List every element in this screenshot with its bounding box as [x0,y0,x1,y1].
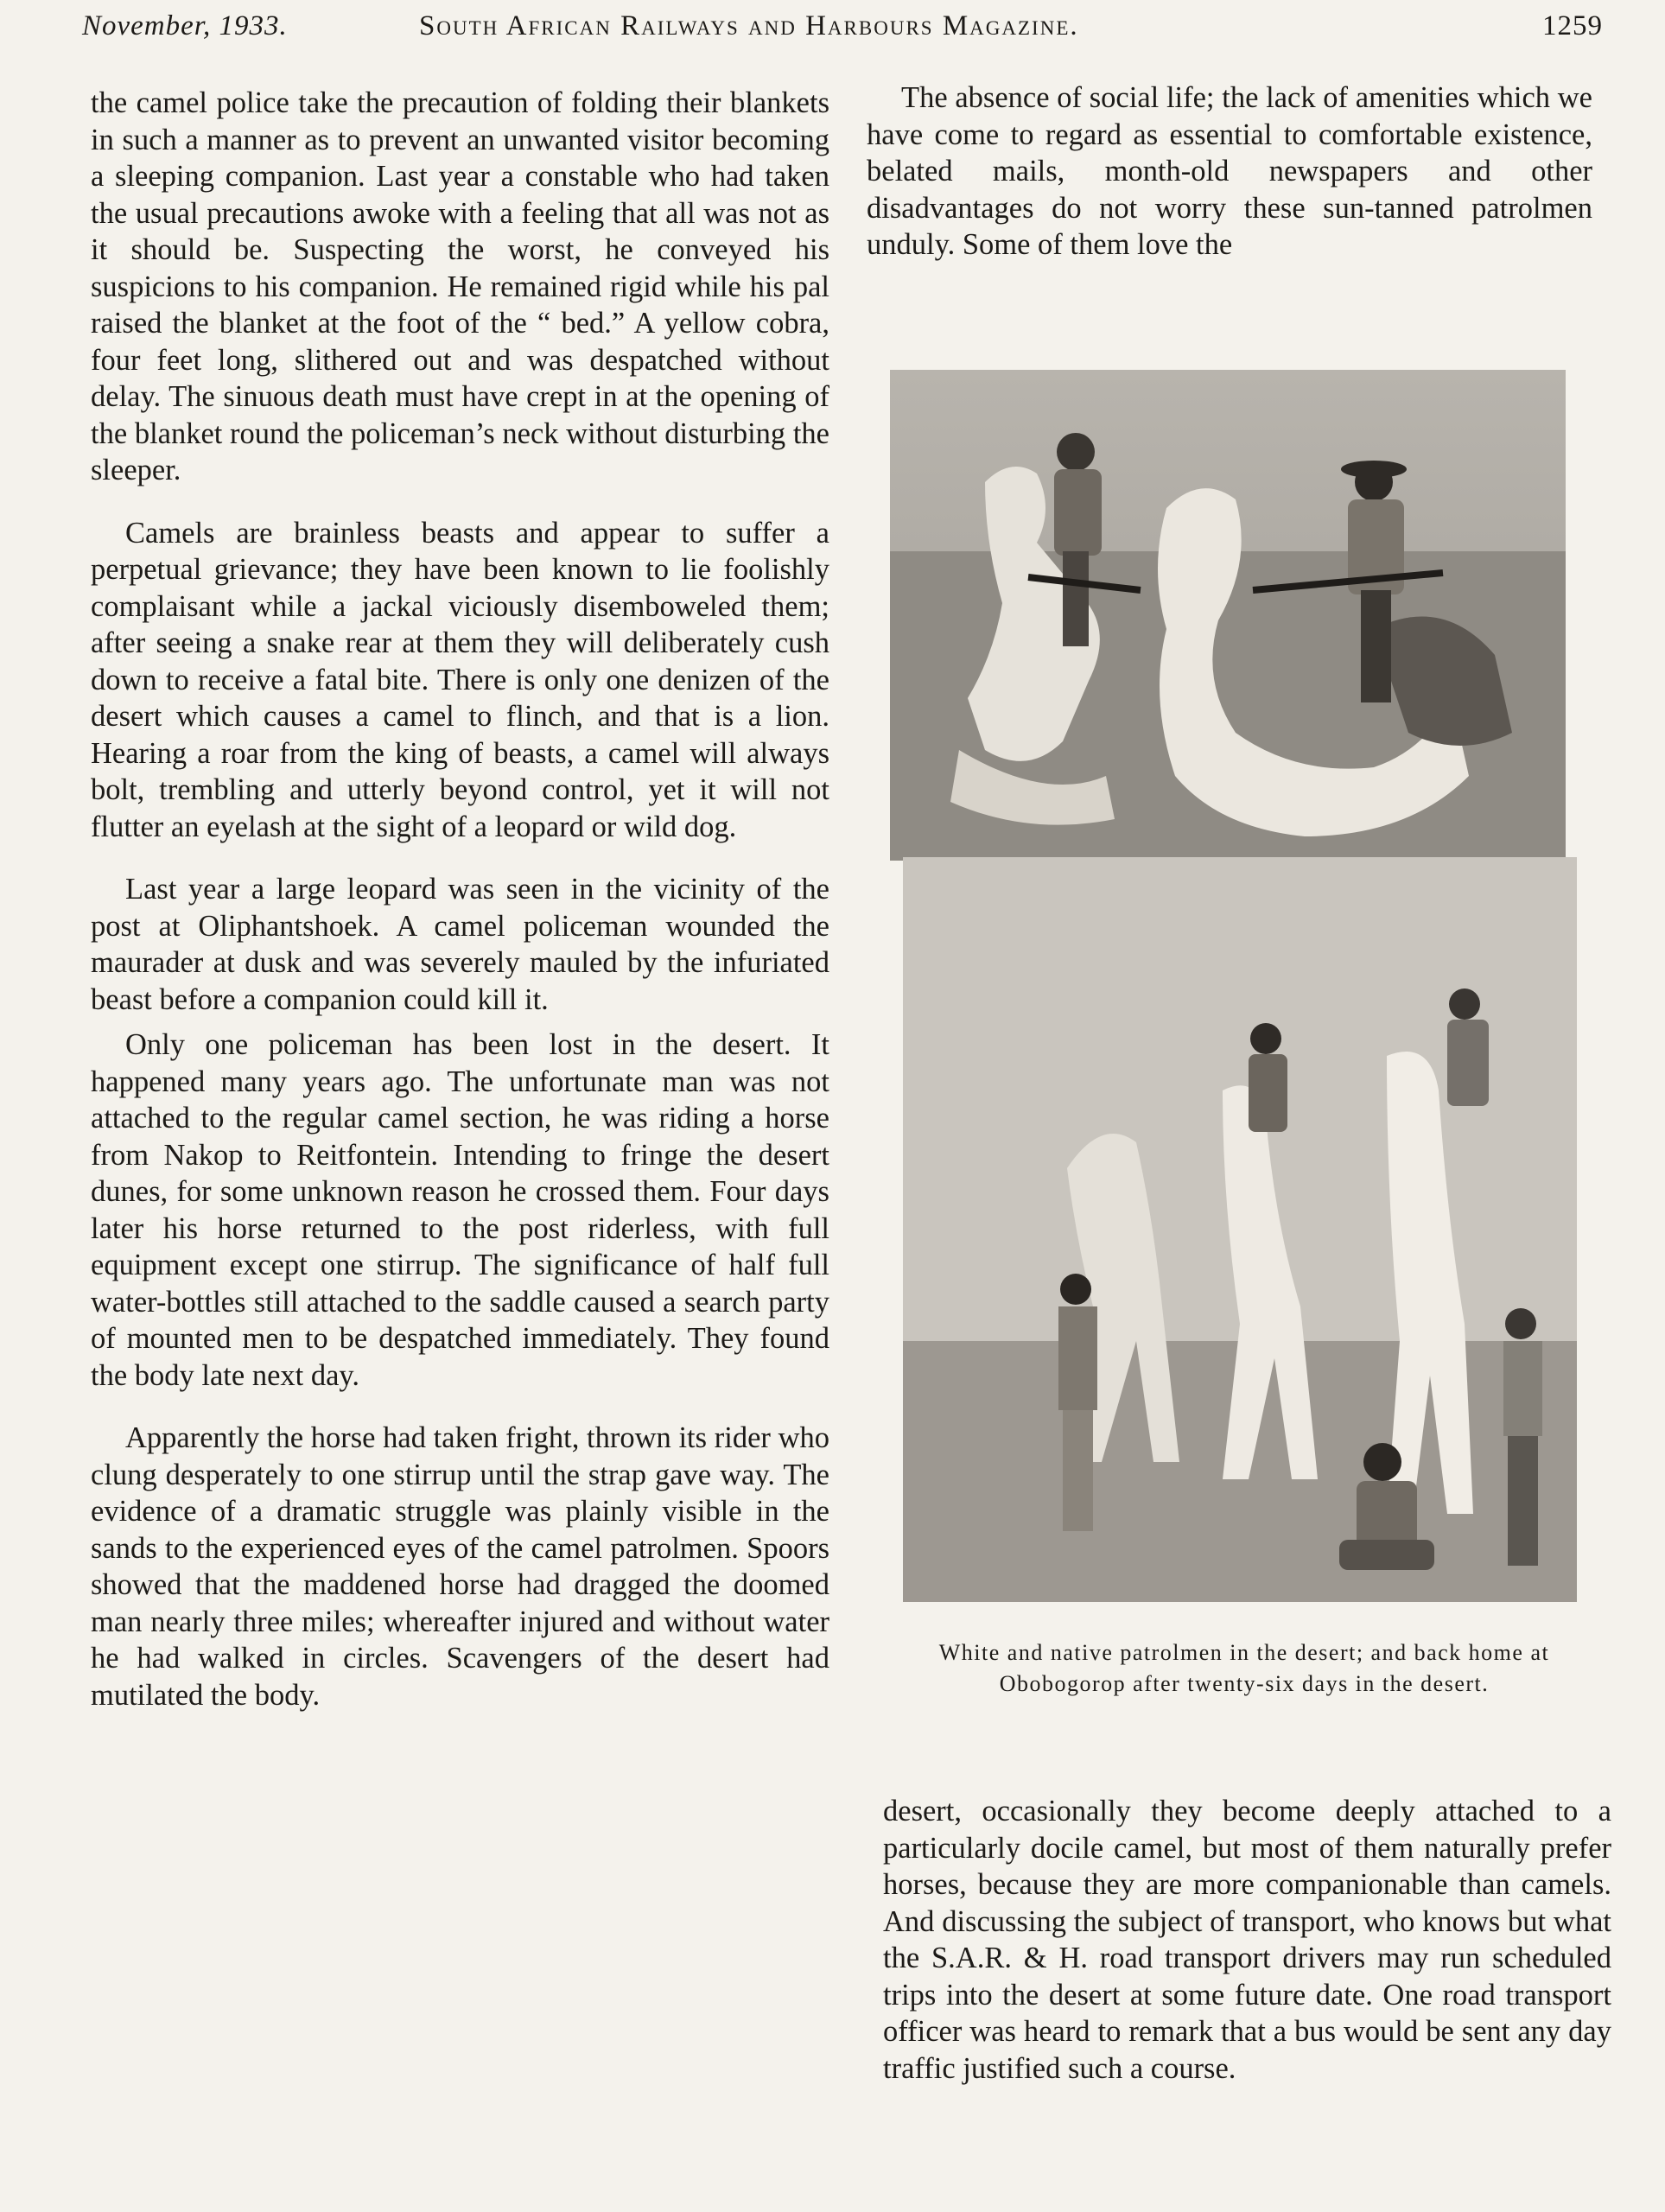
right-column-top [867,79,1592,264]
photo-patrolmen-on-camels [890,370,1566,861]
left-column [91,85,829,1713]
photo-caption: White and native patrolmen in the desert; and back home at Obobogorop after twenty-six days in the desert. [938,1640,1550,1696]
paragraph-lost-policeman: Only one policeman has been lost in the desert. It happened many years ago. The unfortunate man was not attached to the regular camel section, he was riding a horse from Nakop to Reitfontein. Intending to fringe the desert dunes, for some unknown reason he crossed them. Four days later his horse returned to the post riderless, with full equipment except one stirrup. The significance of half full water-bottles still attached to the saddle caused a search party of mounted men to be despatched immediately. They found the body late next day. [91,1028,829,1392]
paragraph-horse: Apparently the horse had taken fright, thrown its rider who clung desperately to one stirrup until the strap gave way. The evidence of a dramatic struggle was plainly visible in the sands to the experienced eyes of the camel patrolmen. Spoors showed that the maddened horse had dragged the doomed man nearly three miles; whereafter injured and without water he had walked in circles. Scavengers of the desert had mutilated the body. [91,1421,829,1712]
paragraph-blankets: the camel police take the precaution of folding their blankets in such a manner as to prevent an unwanted visitor becoming a sleeping companion. Last year a constable who had taken the usual precautions awoke with a feeling that all was not as it should be. Suspecting the worst, he conveyed his suspicions to his companion. He remained rigid while his pal raised the blanket at the foot of the “ bed.” A yellow cobra, four feet long, slithered out and was despatched without delay. The sinuous death must have crept in at the opening of the blanket round the policeman’s neck without disturbing the sleeper. [91,86,829,486]
page-number: 1259 [1542,10,1603,41]
right-column-bottom [883,1793,1611,2087]
paragraph-horses-transport: desert, occasionally they become deeply attached to a particularly docile camel, but most of them naturally prefer horses, because they are more companionable than camels. And discussing the subject of transport, who knows but what the S.A.R. & H. road transport drivers may run scheduled trips into the desert at some future date. One road transport officer was heard to remark that a bus would be sent any day traffic justified such a course. [883,1795,1611,2085]
page-header [82,7,1603,50]
magazine-title: South African Railways and Harbours Magazine. [419,10,1079,41]
paragraph-camels: Camels are brainless beasts and appear to suffer a perpetual grievance; they have been known to lie foolishly complaisant while a jackal viciously disemboweled them; after seeing a snake rear at them they will deliberately cush down to receive a fatal bite. There is only one denizen of the desert which causes a camel to flinch, and that is a lion. Hearing a roar from the king of beasts, a camel will always bolt, trembling and utterly beyond control, yet it will not flutter an eyelash at the sight of a leopard or wild dog. [91,516,829,843]
paragraph-social-life: The absence of social life; the lack of amenities which we have come to regard as essential to comfortable existence, belated mails, month-old newspapers and other disadvantages do not worry these sun-tanned patrolmen unduly. Some of them love the [867,81,1592,261]
photo-patrolmen-at-obobogorop [903,857,1577,1602]
paragraph-leopard: Last year a large leopard was seen in the vicinity of the post at Oliphantshoek. A camel policeman wounded the maurader at dusk and was severely mauled by the infuriated beast before a companion could kill it. [91,873,829,1016]
issue-date: November, 1933. [82,10,288,41]
